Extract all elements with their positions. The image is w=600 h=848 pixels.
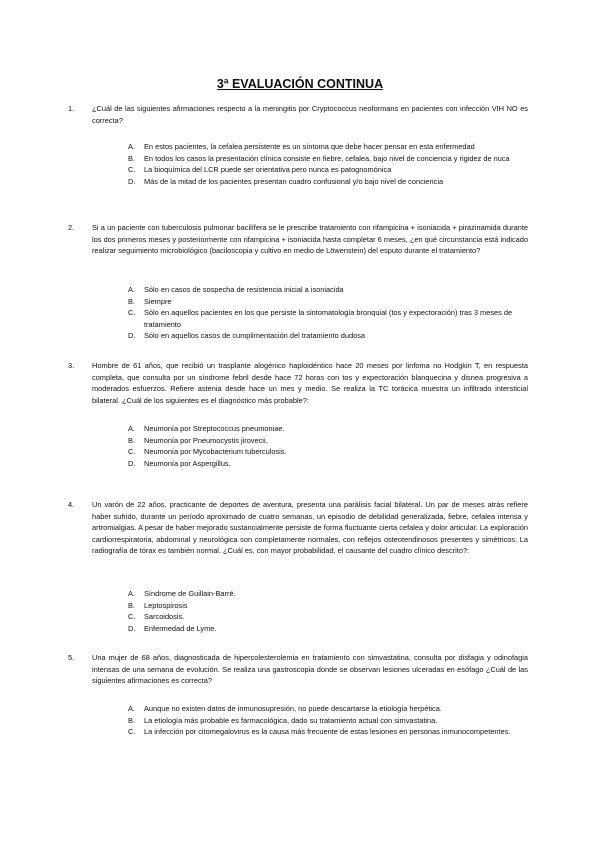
option-b: B. Neumonía por Pneumocystis jirovecii. bbox=[128, 435, 268, 445]
question-number: 1. bbox=[68, 104, 75, 113]
question-text: Una mujer de 68 años, diagnosticada de hipercolesterolemia en tratamiento con simvastatina, consulta por disfagia y odinofagia intensas de una semana de evolución. Se realiza una gastroscopia donde se observan lesiones ulceradas en esófago ¿Cuál de las siguientes afirmaciones es correcta? bbox=[92, 653, 528, 686]
option-a: A. Aunque no existen datos de inmunosupresión, no puede descartarse la etiología herpética. bbox=[128, 704, 442, 713]
option-b: B. La etiología más probable es farmacológica, dado su tratamiento actual con simvastatina. bbox=[128, 715, 438, 725]
question-text: Un varón de 22 años, practicante de deportes de aventura, presenta una parálisis facial bilateral. Un par de meses atrás refiere haber sufrido, durante un período aproximado de cuatro semanas, un episodio de debilidad generalizada, fiebre, cefalea intensa y artromialgias. A pesar de haber mejorado sustancialmente persiste de forma fluctuante cierta cefalea y dolor articular. La exploración cardiorrespiratoria, abdominal y neurológica son completamente normales, con reflejos osteotendinosos presentes y simétricos. La radiografía de tórax es también normal. ¿Cuál es, con mayor probabilidad, el causante del cuadro clínico descrito?: bbox=[92, 500, 528, 556]
question-5 bbox=[68, 652, 528, 687]
question-text: ¿Cuál de las siguientes afirmaciones respecto a la meningitis por Cryptococcus neoformans en pacientes con infección VIH NO es correcta? bbox=[92, 104, 528, 125]
question-number: 4. bbox=[68, 500, 75, 509]
question-1-options bbox=[128, 141, 528, 187]
option-c: C. Sarcoidosis. bbox=[128, 612, 185, 622]
option-a: A. Neumonía por Streptococcus pneumoniae. bbox=[128, 424, 285, 433]
question-3 bbox=[68, 360, 528, 406]
question-text: Hombre de 61 años, que recibió un trasplante alogénico haploidéntico hace 20 meses por linfoma no Hodgkin T, en respuesta completa, que consulta por un síndrome febril desde hace 72 horas con tos y expectoración blanquecina y disnea progresiva a moderados esfuerzos. Refiere astenia desde hace un mes y medio. Se realiza la TC torácica muestra un infiltrado intersticial bilateral. ¿Cuál de los siguientes es el diagnóstico más probable?: bbox=[92, 361, 528, 405]
option-d: D. Sólo en aquellos casos de cumplimentación del tratamiento dudosa bbox=[128, 331, 366, 341]
option-a: A. Sólo en casos de sospecha de resistencia inicial a isoniacida bbox=[128, 285, 344, 294]
option-b: B. Siempre bbox=[128, 296, 172, 306]
question-4 bbox=[68, 499, 528, 557]
question-2-options bbox=[128, 284, 528, 342]
question-number: 2. bbox=[68, 223, 75, 232]
option-d: D. Neumonía por Aspergillus. bbox=[128, 458, 231, 468]
option-c: C. Sólo en aquellos pacientes en los que persiste la sintomatología bronquial (tos y expectoración) tras 3 meses de tratamiento bbox=[128, 308, 513, 329]
option-c: C. La infección por citomegalovirus es la causa más frecuente de estas lesiones en personas inmunocompetentes. bbox=[128, 727, 511, 737]
option-b: B. Leptospirosis bbox=[128, 600, 188, 610]
question-2 bbox=[68, 222, 528, 257]
question-4-options bbox=[128, 588, 528, 634]
option-c: C. Neumonía por Mycobacterium tuberculosis. bbox=[128, 447, 287, 457]
option-a: A. En estos pacientes, la cefalea persistente es un síntoma que debe hacer pensar en esta enfermedad bbox=[128, 142, 475, 151]
question-3-options bbox=[128, 423, 528, 469]
option-a: A. Síndrome de Guillain-Barré. bbox=[128, 589, 236, 598]
option-b: B. En todos los casos la presentación clínica consiste en fiebre, cefalea, bajo nivel de conciencia y rigidez de nuca bbox=[128, 153, 510, 163]
question-1 bbox=[68, 103, 528, 126]
page-title: 3ª EVALUACIÓN CONTINUA bbox=[216, 77, 384, 91]
question-5-options bbox=[128, 703, 528, 738]
question-text: Si a un paciente con tuberculosis pulmonar bacilífera se le prescribe tratamiento con rifampicina + isoniacida + pirazinamida durante los dos primeros meses y posteriormente con rifampicina + isoniacida hasta completar 6 meses, ¿en qué circunstancia está indicado realizar seguimiento microbiológico (baciloscopia y cultivo en medio de Löwenstein) del esputo durante el tratamiento? bbox=[92, 223, 528, 256]
question-number: 3. bbox=[68, 361, 75, 370]
option-d: D. Enfermedad de Lyme. bbox=[128, 623, 217, 633]
option-c: C. La bioquímica del LCR puede ser orientativa pero nunca es patognomónica bbox=[128, 165, 392, 175]
option-d: D. Más de la mitad de los pacientes presentan cuadro confusional y/o bajo nivel de conciencia bbox=[128, 176, 444, 186]
question-number: 5. bbox=[68, 653, 75, 662]
